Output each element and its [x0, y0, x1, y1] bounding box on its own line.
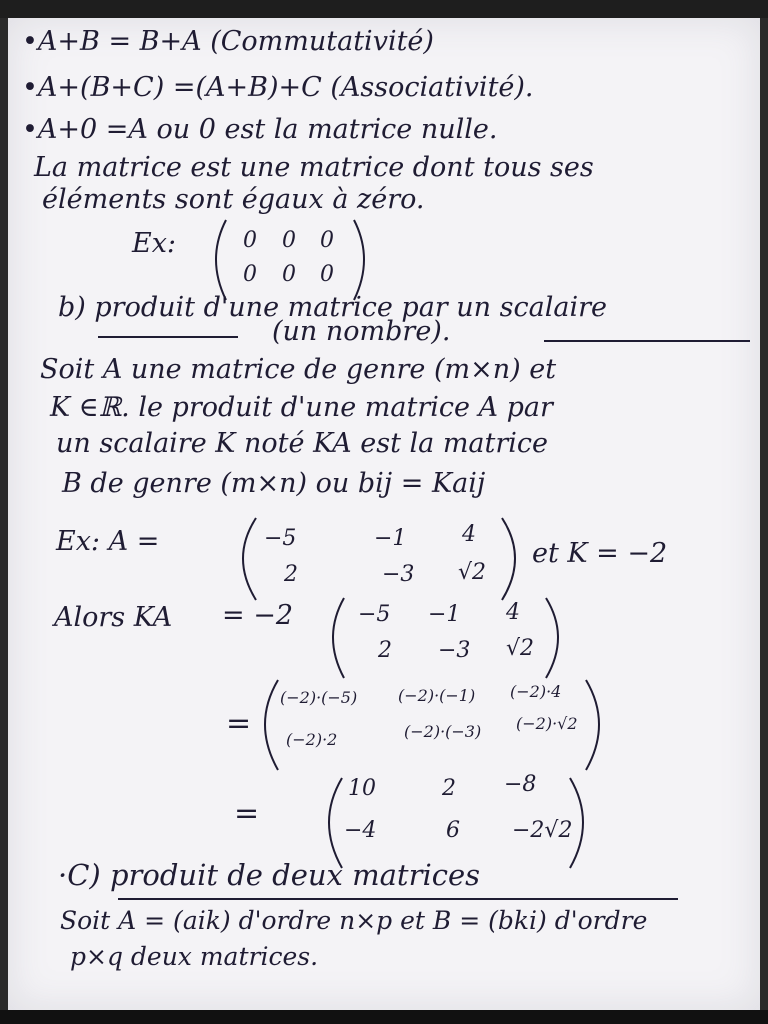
section-b-subtitle: (un nombre). [272, 316, 451, 347]
product-matrix-cell: (−2)·2 [286, 730, 338, 749]
result-matrix-cell: −8 [504, 772, 537, 797]
example-label-1: Ex: [132, 228, 177, 259]
zero-matrix-cell: 0 [243, 262, 257, 287]
product-matrix-cell: (−2)·√2 [516, 714, 578, 733]
equals-sign-2: = [234, 796, 260, 831]
matrix-a-cell: 2 [284, 562, 298, 587]
matrix-ka-cell: −3 [438, 638, 471, 663]
matrix-a-cell: −5 [264, 526, 297, 551]
zero-matrix-cell: 0 [282, 228, 296, 253]
scan-bottom-edge [0, 1010, 768, 1024]
result-matrix-cell: 6 [446, 818, 460, 843]
product-matrix-cell: (−2)·(−5) [280, 688, 358, 707]
matrix-a-cell: √2 [458, 560, 487, 585]
section-b-sub-underline [544, 340, 750, 342]
paragraph-line-4: B de genre (m×n) ou bij = Kaij [62, 468, 486, 499]
result-matrix-cell: −2√2 [512, 818, 573, 843]
zero-matrix-cell: 0 [282, 262, 296, 287]
section-b-title: b) produit d'une matrice par un scalaire [58, 292, 607, 323]
paragraph-line-3: un scalaire K noté KA est la matrice [56, 428, 549, 459]
paragraph-line-2: K ∈ℝ. le produit d'une matrice A par [50, 392, 553, 423]
section-c-line-2: p×q deux matrices. [70, 942, 319, 971]
line-associativity: •A+(B+C) =(A+B)+C (Associativité). [22, 72, 534, 103]
notebook-page [8, 18, 760, 1010]
equals-sign-1: = [226, 706, 252, 741]
matrix-a-cell: 4 [462, 522, 476, 547]
product-matrix-cell: (−2)·4 [510, 682, 562, 701]
matrix-ka-cell: −5 [358, 602, 391, 627]
product-matrix-cell: (−2)·(−1) [398, 686, 476, 705]
result-matrix-cell: 2 [442, 776, 456, 801]
example-label-2: Ex: A = [56, 526, 160, 557]
section-c-line-1: Soit A = (aik) d'ordre n×p et B = (bki) d'ordre [60, 906, 648, 935]
matrix-ka-cell: 4 [506, 600, 520, 625]
section-c-underline [118, 898, 678, 900]
alors-label: Alors KA [54, 602, 173, 633]
zero-matrix-cell: 0 [320, 262, 334, 287]
equals-minus-two: = −2 [222, 600, 294, 631]
section-b-underline [98, 336, 238, 338]
zero-matrix-cell: 0 [320, 228, 334, 253]
matrix-ka-cell: −1 [428, 602, 461, 627]
scalar-k-definition: et K = −2 [532, 538, 668, 569]
result-matrix-cell: −4 [344, 818, 377, 843]
paragraph-line-1: Soit A une matrice de genre (m×n) et [40, 354, 557, 385]
matrix-ka-cell: √2 [506, 636, 535, 661]
line-null-matrix: •A+0 =A ou 0 est la matrice nulle. [22, 114, 498, 145]
matrix-a-cell: −3 [382, 562, 415, 587]
scan-top-edge [0, 0, 768, 18]
section-c-title: ·C) produit de deux matrices [58, 858, 481, 892]
line-commutativity: •A+B = B+A (Commutativité) [22, 26, 434, 57]
product-matrix-cell: (−2)·(−3) [404, 722, 482, 741]
line-definition-1: La matrice est une matrice dont tous ses [34, 152, 594, 183]
matrix-a-cell: −1 [374, 526, 407, 551]
line-definition-2: éléments sont égaux à zéro. [42, 184, 425, 215]
zero-matrix-cell: 0 [243, 228, 257, 253]
matrix-ka-cell: 2 [378, 638, 392, 663]
result-matrix-cell: 10 [348, 776, 376, 801]
